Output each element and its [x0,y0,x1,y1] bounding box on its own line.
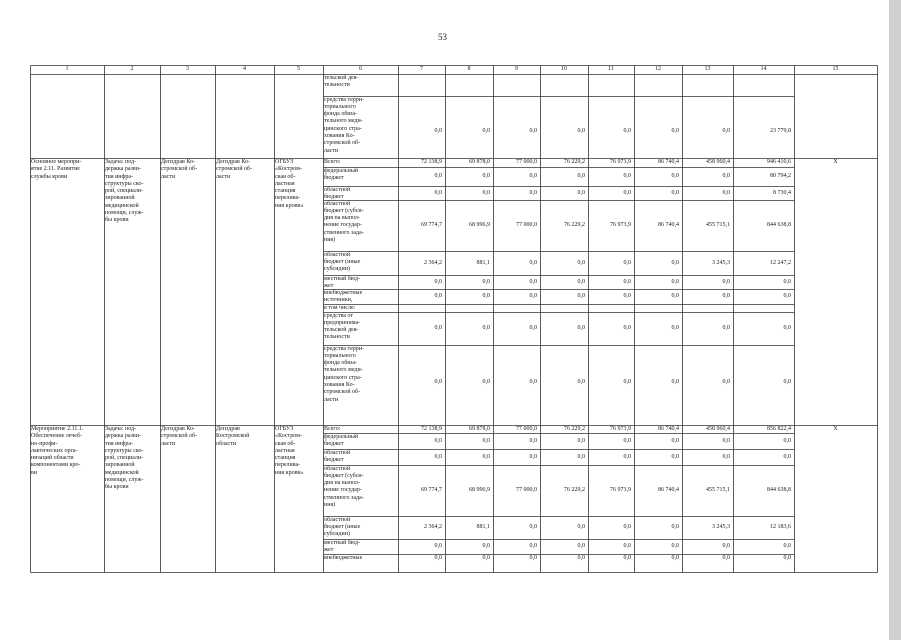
amount-cell: 0,0 [783,543,791,549]
amount-cell: 0,0 [482,554,490,561]
column-header-3: 3 [186,66,189,72]
amount-cell: 0,0 [671,278,679,285]
section-coordinator: Депздрав Ко- стромской об- ласти [161,426,198,447]
amount-cell: 0,0 [577,173,585,179]
section-coordinator: Депздрав Ко- стромской об- ласти [161,159,198,180]
funding-source-label: внебюджетные [324,554,363,561]
amount-cell: 0,0 [577,524,585,530]
funding-source-label: местный бюд- жет [324,539,361,553]
amount-cell: 2 364,2 [424,524,442,530]
amount-cell: 12 247,2 [770,259,791,266]
amount-cell: 0,0 [529,325,537,331]
amount-cell: 12 183,6 [770,524,791,530]
amount-cell: 0,0 [722,437,730,444]
amount-cell: 0,0 [529,437,537,444]
amount-cell: 0,0 [577,554,585,561]
amount-cell: 76 973,9 [610,425,631,432]
amount-cell: 0,0 [623,278,631,285]
funding-source-label: внебюджетные источники, [324,289,363,303]
amount-cell: 0,0 [577,543,585,549]
amount-cell: 0,0 [671,325,679,331]
amount-cell: 881,1 [476,524,490,530]
amount-cell: 0,0 [529,189,537,196]
amount-cell: 0,0 [577,437,585,444]
amount-cell: 0,0 [529,554,537,561]
amount-cell: 458 960,4 [706,425,730,432]
section-task: Задача: под- держка разви- тия инфра- структуры ско- рой, специали- зированной медицинской помощи, служ- бы крови [105,159,144,224]
amount-cell: 0,0 [623,543,631,549]
funding-source-label: местный бюд- жет [324,275,361,289]
amount-cell: 69 878,0 [469,425,490,432]
amount-cell: 0,0 [671,379,679,385]
section-responsible: Депздрав Костромской области [216,426,250,447]
amount-cell: 0,0 [623,127,631,134]
amount-cell: 0,0 [722,543,730,549]
amount-cell: 76 973,9 [610,222,631,228]
amount-cell: 0,0 [482,293,490,299]
amount-cell: 86 740,4 [658,222,679,228]
amount-cell: 0,0 [577,379,585,385]
column-header-5: 5 [297,66,300,72]
funding-source-label: областной бюджет (субси- дия на выпол- нение государ- ственного зада- ния) [324,200,364,243]
section-name: Мероприятие 2.11.1. Обеспечение лечеб- но-профи- лактических орга- низаций области компонентами кро- ви [31,426,84,476]
amount-cell: 0,0 [623,379,631,385]
amount-cell: 0,0 [434,554,442,561]
amount-cell: 69 774,7 [421,222,442,228]
amount-cell: 0,0 [434,437,442,444]
amount-cell: 0,0 [671,189,679,196]
amount-cell: 0,0 [722,293,730,299]
amount-cell: 0,0 [623,293,631,299]
amount-cell: 0,0 [623,453,631,460]
column-header-9: 9 [515,66,518,72]
funding-source-label: тельской дея- тельности [324,74,359,88]
column-header-2: 2 [130,66,134,72]
amount-cell: 0,0 [783,379,791,385]
amount-cell: 77 000,0 [516,425,537,432]
amount-cell: 0,0 [529,259,537,266]
amount-cell: 0,0 [722,379,730,385]
column-header-8: 8 [467,66,471,72]
funding-source-label: областной бюджет (иные субсидии) [324,516,361,538]
amount-cell: 86 740,4 [658,487,679,493]
amount-cell: 0,0 [529,453,537,460]
amount-cell: 0,0 [577,127,585,134]
amount-cell: 0,0 [577,453,585,460]
amount-cell: 0,0 [671,554,679,561]
amount-cell: 0,0 [529,379,537,385]
amount-cell: 0,0 [783,437,791,444]
amount-cell: 0,0 [434,379,442,385]
amount-cell: 0,0 [482,437,490,444]
amount-cell: 0,0 [577,325,585,331]
final-result-mark: Х [833,159,838,165]
column-header-1: 1 [65,66,69,72]
amount-cell: 0,0 [722,453,730,460]
funding-source-label: Всего: [324,425,341,432]
amount-cell: 881,1 [476,259,490,266]
amount-cell: 0,0 [482,278,490,285]
amount-cell: 0,0 [671,437,679,444]
amount-cell: 77 000,0 [516,487,537,493]
funding-source-label: федеральный бюджет [324,433,359,447]
funding-source-label: федеральный бюджет [324,167,359,181]
amount-cell: 76 973,9 [610,487,631,493]
amount-cell: 0,0 [623,325,631,331]
funding-source-label: областной бюджет [324,186,351,200]
funding-source-label: средства терри- ториального фонда обяза- тельного меди- цинского стра- хования Ко- стромской об- ласти [324,96,364,154]
amount-cell: 0,0 [722,325,730,331]
amount-cell: 3 245,3 [712,524,730,530]
amount-cell: 0,0 [434,127,442,134]
amount-cell: 0,0 [434,453,442,460]
amount-cell: 77 000,0 [516,159,537,165]
amount-cell: 0,0 [529,278,537,285]
column-header-13: 13 [704,66,711,72]
amount-cell: 0,0 [434,189,442,196]
section-responsible: Депздрав Ко- стромской об- ласти [216,159,253,180]
amount-cell: 2 364,2 [424,259,442,266]
column-header-4: 4 [243,66,246,72]
amount-cell: 0,0 [783,325,791,331]
amount-cell: 0,0 [434,173,442,179]
amount-cell: 0,0 [671,173,679,179]
amount-cell: 72 138,9 [421,425,442,432]
final-result-mark: Х [833,426,838,432]
amount-cell: 0,0 [623,524,631,530]
column-header-6: 6 [359,66,362,72]
amount-cell: 455 715,1 [706,487,730,493]
amount-cell: 856 822,4 [767,425,791,432]
column-header-11: 11 [608,66,614,72]
amount-cell: 0,0 [529,127,537,134]
amount-cell: 0,0 [783,554,791,561]
amount-cell: 76 229,2 [564,159,585,165]
amount-cell: 0,0 [482,325,490,331]
column-header-14: 14 [760,66,767,72]
amount-cell: 0,0 [434,543,442,549]
amount-cell: 0,0 [671,543,679,549]
amount-cell: 0,0 [434,325,442,331]
amount-cell: 3 245,3 [712,259,730,266]
amount-cell: 0,0 [671,259,679,266]
column-header-12: 12 [655,66,661,72]
amount-cell: 0,0 [482,453,490,460]
amount-cell: 0,0 [482,173,490,179]
column-header-10: 10 [561,66,567,72]
amount-cell: 946 410,6 [767,159,791,165]
column-header-15: 15 [832,66,839,72]
funding-source-label: областной бюджет [324,449,351,463]
amount-cell: 8 730,4 [773,189,791,196]
funding-source-label: областной бюджет (иные субсидии) [324,251,361,273]
amount-cell: 0,0 [529,293,537,299]
amount-cell: 86 740,4 [658,425,679,432]
amount-cell: 0,0 [722,278,730,285]
amount-cell: 455 715,1 [706,222,730,228]
amount-cell: 77 000,0 [516,222,537,228]
amount-cell: 76 229,2 [564,222,585,228]
amount-cell: 76 229,2 [564,425,585,432]
amount-cell: 0,0 [671,524,679,530]
amount-cell: 0,0 [482,379,490,385]
amount-cell: 0,0 [722,189,730,196]
amount-cell: 0,0 [482,127,490,134]
amount-cell: 72 138,9 [421,159,442,165]
amount-cell: 0,0 [623,259,631,266]
amount-cell: 0,0 [623,437,631,444]
amount-cell: 68 996,9 [469,222,490,228]
amount-cell: 0,0 [671,293,679,299]
amount-cell: 0,0 [577,189,585,196]
amount-cell: 0,0 [482,189,490,196]
amount-cell: 86 740,4 [658,159,679,165]
column-header-7: 7 [420,66,423,72]
amount-cell: 0,0 [577,293,585,299]
amount-cell: 0,0 [434,293,442,299]
section-task: Задача: под- держка разви- тия инфра- структуры ско- рой, специали- зированной медицинской помощи, служ- бы крови [105,426,144,491]
amount-cell: 76 973,9 [610,159,631,165]
page-edge [889,0,901,640]
amount-cell: 0,0 [623,173,631,179]
amount-cell: 0,0 [577,278,585,285]
amount-cell: 0,0 [529,173,537,179]
amount-cell: 458 960,4 [706,159,730,165]
amount-cell: 844 638,8 [767,487,791,493]
section-executor: ОГБУЗ «Костром- ская об- ластная станция перелива- ния крови» [275,159,304,209]
section-executor: ОГБУЗ «Костром- ская об- ластная станция перелива- ния крови» [275,426,304,476]
amount-cell: 0,0 [722,554,730,561]
amount-cell: 23 779,8 [770,127,791,134]
amount-cell: 0,0 [623,554,631,561]
amount-cell: 0,0 [783,278,791,285]
amount-cell: 0,0 [671,127,679,134]
amount-cell: 0,0 [623,189,631,196]
amount-cell: 0,0 [783,453,791,460]
section-name: Основное меропри- ятие 2.11. Развитие службы крови [31,159,82,180]
amount-cell: 0,0 [722,173,730,179]
amount-cell: 68 996,9 [469,487,490,493]
amount-cell: 0,0 [529,543,537,549]
funding-source-label: областной бюджет (субси- дия на выпол- нение государ- ственного зада- ния) [324,465,364,508]
amount-cell: 0,0 [529,524,537,530]
amount-cell: 69 878,0 [469,159,490,165]
amount-cell: 0,0 [577,259,585,266]
amount-cell: 0,0 [482,543,490,549]
amount-cell: 0,0 [722,127,730,134]
page-number: 53 [438,32,447,42]
funding-source-label: средства терри- ториального фонда обяза- тельного меди- цинского стра- хования Ко- стромской об- ласти [324,345,364,403]
funding-source-label: в том числе: [324,304,356,311]
funding-source-label: средства от предпринима- тельской дея- тельности [324,312,361,341]
amount-cell: 76 229,2 [564,487,585,493]
amount-cell: 80 794,2 [770,173,791,179]
amount-cell: 0,0 [783,293,791,299]
amount-cell: 0,0 [434,278,442,285]
funding-source-label: Всего: [324,158,341,165]
amount-cell: 69 774,7 [421,487,442,493]
amount-cell: 844 638,8 [767,222,791,228]
amount-cell: 0,0 [671,453,679,460]
budget-table [30,65,877,572]
